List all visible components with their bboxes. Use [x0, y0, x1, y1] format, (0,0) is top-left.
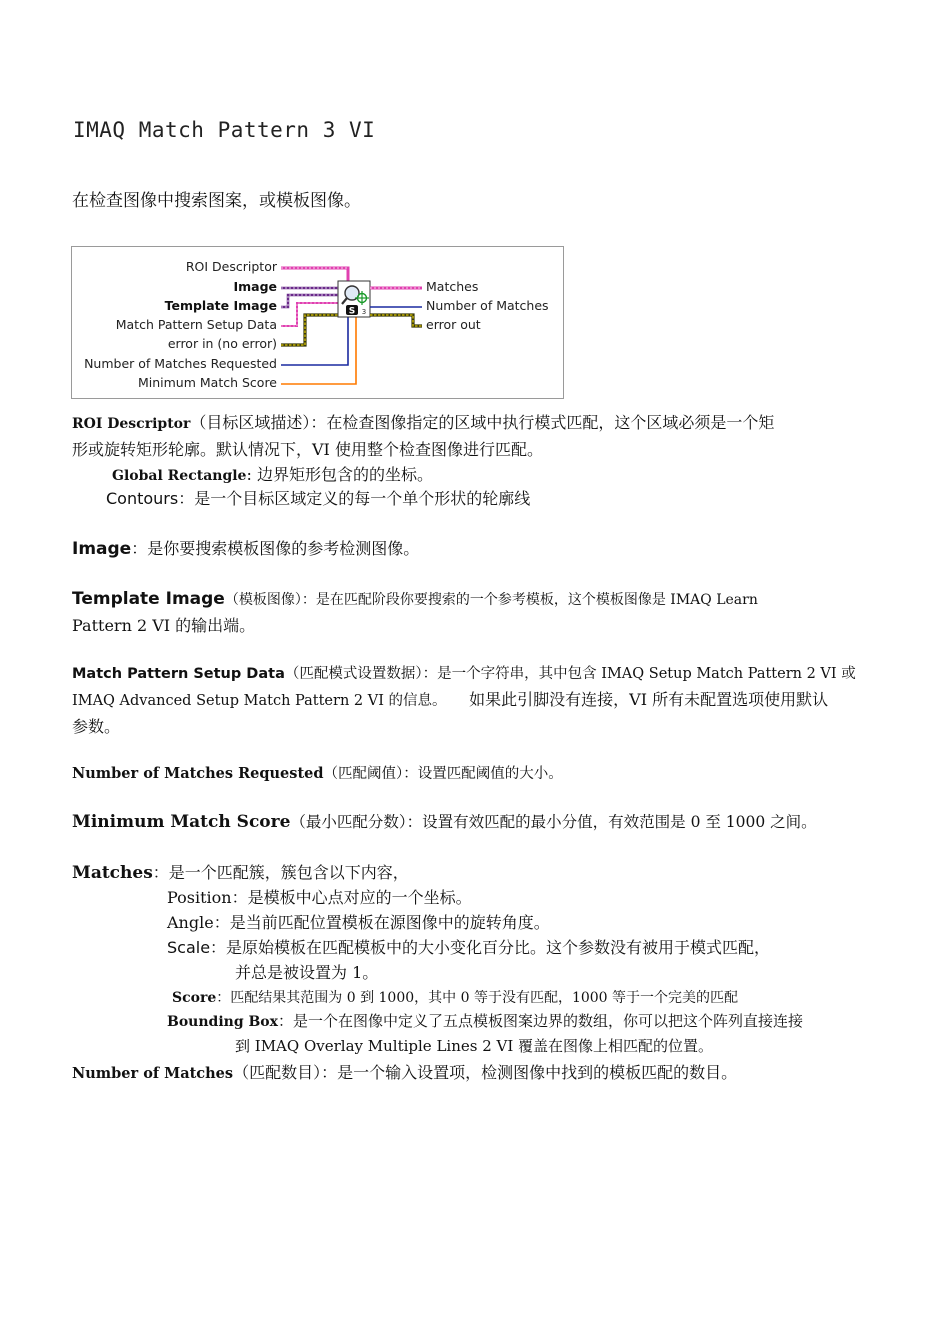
contours-term: Contours	[106, 489, 179, 508]
roi-desc-line1: （目标区域描述）：在检查图像指定的区域中执行模式匹配，这个区域必须是一个矩	[190, 413, 775, 432]
scale-line	[167, 935, 770, 958]
matches-desc: ：是一个匹配簇，簇包含以下内容，	[152, 863, 409, 882]
input-label-error-in: error in (no error)	[167, 336, 277, 351]
input-label-setup-data: Match Pattern Setup Data	[115, 317, 277, 332]
bounding-box-line-2: 到 IMAQ Overlay Multiple Lines 2 VI 覆盖在图像上相匹配的位置。	[235, 1037, 714, 1055]
global-rectangle-line	[112, 462, 433, 485]
image-desc: ：是你要搜索模板图像的参考检测图像。	[131, 539, 420, 558]
input-label-image: Image	[233, 279, 277, 294]
wire-error-in	[281, 315, 338, 345]
template-image-section	[72, 586, 878, 638]
score-desc: ：匹配结果其范围为 0 到 1000，其中 0 等于没有匹配，1000 等于一个完美的匹配	[216, 990, 739, 1006]
vi-icon	[338, 281, 370, 317]
input-label-roi-descriptor: ROI Descriptor	[185, 259, 277, 274]
template-term: Template Image	[72, 589, 225, 609]
min-score-desc: （最小匹配分数）：设置有效匹配的最小分值，有效范围是 0 至 1000 之间。	[290, 813, 817, 831]
output-label-matches: Matches	[426, 279, 479, 294]
setup-term: Match Pattern Setup Data	[72, 666, 285, 682]
global-rectangle-term: Global Rectangle	[112, 468, 247, 484]
template-desc-line2: Pattern 2 VI 的输出端。	[72, 616, 256, 635]
global-rectangle-desc: : 边界矩形包含的的坐标。	[246, 465, 433, 484]
bbox-desc-line1: ：是一个在图像中定义了五点模板图案边界的数组，你可以把这个阵列直接连接	[278, 1012, 804, 1030]
input-label-min-score: Minimum Match Score	[137, 375, 277, 390]
input-label-matches-requested: Number of Matches Requested	[84, 356, 277, 371]
wire-error-out	[370, 315, 422, 326]
position-term: Position	[167, 888, 232, 907]
output-label-error-out: error out	[426, 317, 481, 332]
setup-desc-line3: 参数。	[72, 717, 121, 736]
image-term: Image	[72, 539, 132, 559]
min-score-term: Minimum Match Score	[72, 812, 291, 832]
scale-line-2: 并总是被设置为 1。	[235, 963, 379, 982]
setup-desc-line1: （匹配模式设置数据）：是一个字符串，其中包含 IMAQ Setup Match Pattern 2 VI 或	[284, 666, 856, 682]
setup-desc-line2a: IMAQ Advanced Setup Match Pattern 2 VI 的信息。	[72, 693, 447, 709]
template-desc-line1: 是在匹配阶段你要搜索的一个参考模板，这个模板图像是 IMAQ Learn	[315, 592, 758, 608]
position-desc: ：是模板中心点对应的一个坐标。	[231, 888, 472, 907]
roi-descriptor-section	[72, 410, 878, 462]
number-of-matches-section	[72, 1060, 737, 1083]
position-line	[167, 885, 472, 908]
icon-badge: S	[348, 306, 356, 317]
scale-term: Scale	[167, 938, 211, 957]
template-paren: （模板图像）：	[224, 592, 316, 608]
scale-desc-line1: ：是原始模板在匹配模板中的大小变化百分比。这个参数没有被用于模式匹配，	[210, 938, 771, 957]
wire-matches-requested	[281, 317, 348, 365]
requested-desc: （匹配阈值）：设置匹配阈值的大小。	[323, 766, 563, 782]
page-subtitle: 在检查图像中搜索图案，或模板图像。	[72, 191, 361, 211]
matches-section	[72, 860, 409, 883]
angle-line	[167, 910, 550, 933]
setup-data-section	[72, 662, 878, 741]
matches-term: Matches	[72, 863, 153, 883]
roi-desc-line2: 形或旋转矩形轮廓。默认情况下，VI 使用整个检查图像进行匹配。	[72, 440, 543, 459]
connector-pane-diagram	[71, 246, 564, 399]
num-matches-term: Number of Matches	[72, 1065, 234, 1082]
page-title: IMAQ Match Pattern 3 VI	[73, 118, 376, 142]
output-label-number-of-matches: Number of Matches	[426, 298, 549, 313]
requested-term: Number of Matches Requested	[72, 765, 324, 782]
bbox-term: Bounding Box	[167, 1014, 278, 1030]
matches-requested-section	[72, 762, 563, 783]
score-line	[172, 987, 738, 1007]
icon-index: 3	[361, 308, 367, 316]
bounding-box-line	[167, 1010, 803, 1031]
wire-template-image	[281, 295, 338, 307]
angle-term: Angle	[167, 913, 214, 932]
score-term: Score	[172, 990, 217, 1006]
num-matches-desc: （匹配数目）：是一个输入设置项，检测图像中找到的模板匹配的数目。	[233, 1063, 738, 1082]
setup-desc-line2b: 如果此引脚没有连接，VI 所有未配置选项使用默认	[469, 690, 829, 709]
roi-term: ROI Descriptor	[72, 416, 191, 432]
angle-desc: ：是当前匹配位置模板在源图像中的旋转角度。	[213, 913, 550, 932]
min-score-section	[72, 810, 817, 832]
image-section	[72, 536, 419, 559]
contours-desc: ：是一个目标区域定义的每一个单个形状的轮廓线	[178, 489, 531, 508]
wire-roi-descriptor	[281, 268, 348, 281]
wire-min-score	[281, 317, 356, 384]
contours-line	[106, 486, 530, 509]
input-label-template-image: Template Image	[164, 298, 277, 313]
